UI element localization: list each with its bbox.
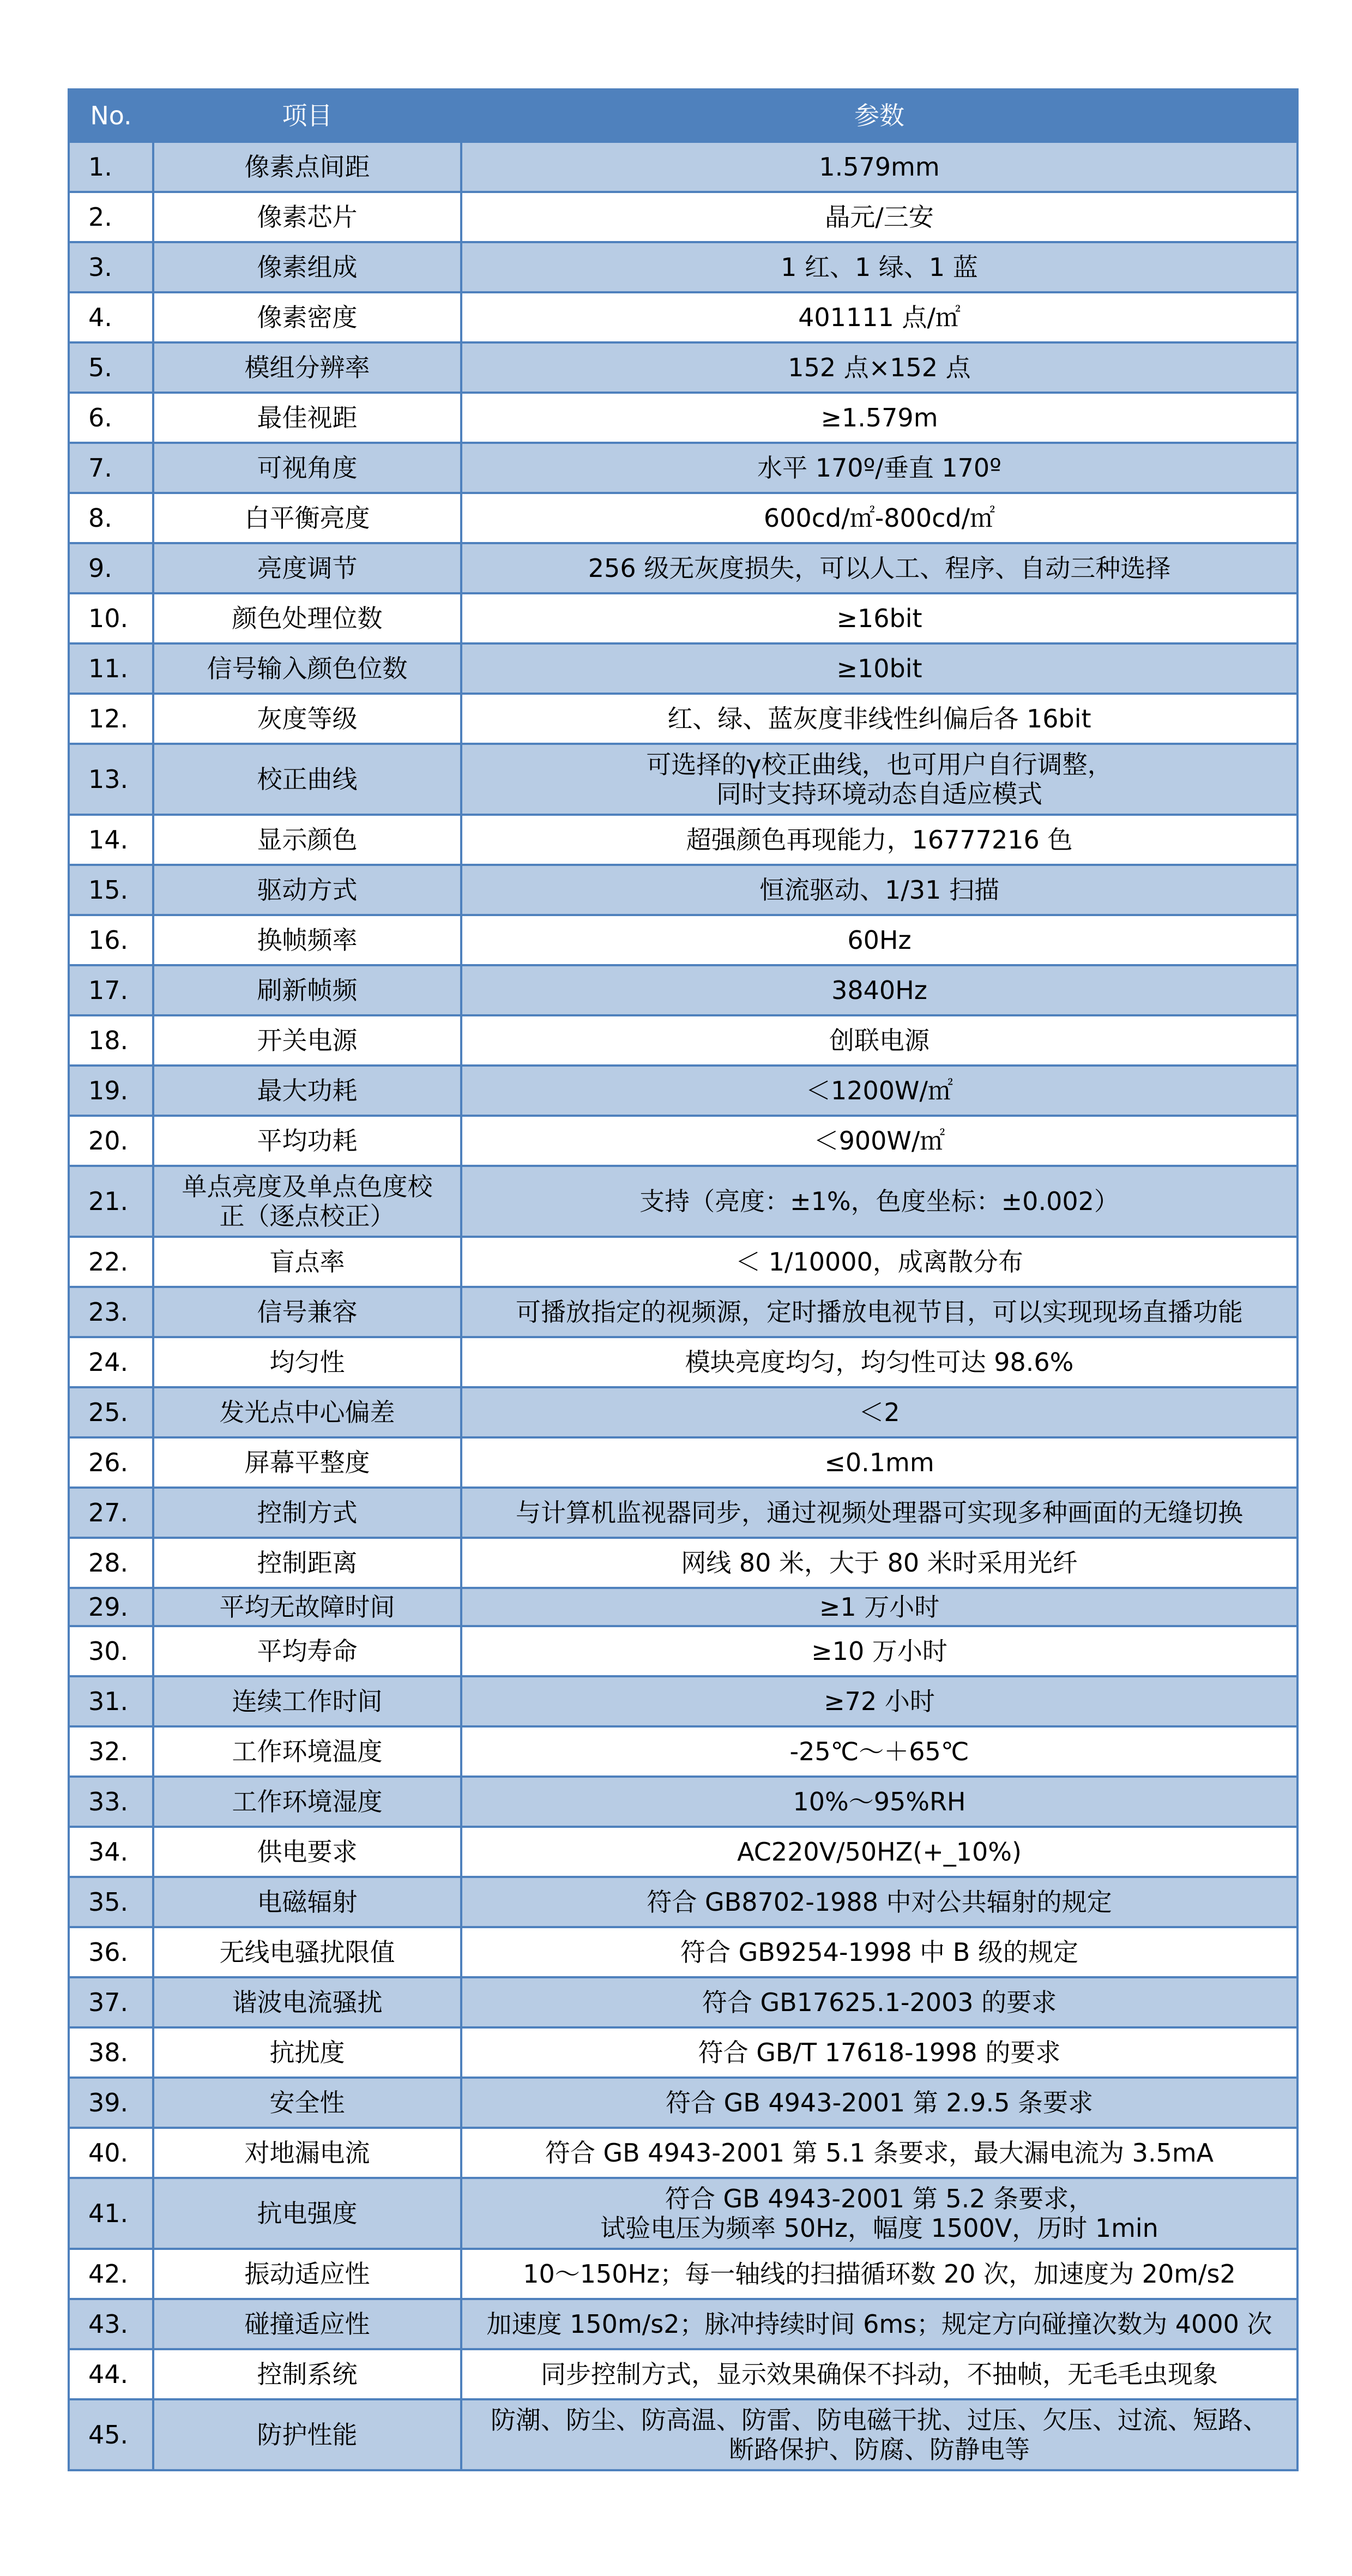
- row-item: 连续工作时间: [153, 1676, 461, 1726]
- row-number: 36.: [69, 1927, 153, 1977]
- header-item: 项目: [153, 89, 461, 142]
- row-number: 44.: [69, 2349, 153, 2399]
- row-number: 15.: [69, 865, 153, 915]
- table-row: [69, 865, 1297, 915]
- table-row: [69, 965, 1297, 1015]
- row-param: 符合 GB17625.1-2003 的要求: [461, 1977, 1297, 2027]
- row-param: 1 红、1 绿、1 蓝: [461, 242, 1297, 292]
- row-number: 33.: [69, 1777, 153, 1827]
- row-item: 信号兼容: [153, 1287, 461, 1337]
- table-row: [69, 915, 1297, 965]
- table-row: [69, 493, 1297, 543]
- table-row: [69, 1827, 1297, 1877]
- row-number: 16.: [69, 915, 153, 965]
- table-row: [69, 1877, 1297, 1927]
- row-number: 35.: [69, 1877, 153, 1927]
- row-param: 符合 GB 4943-2001 第 5.2 条要求， 试验电压为频率 50Hz，幅度 1500V，历时 1min: [461, 2178, 1297, 2249]
- row-param: ≥16bit: [461, 593, 1297, 643]
- row-item: 单点亮度及单点色度校 正（逐点校正）: [153, 1166, 461, 1237]
- row-param: 可选择的γ校正曲线，也可用户自行调整， 同时支持环境动态自适应模式: [461, 744, 1297, 815]
- table-row: [69, 1588, 1297, 1626]
- row-item: 抗扰度: [153, 2027, 461, 2078]
- row-item: 振动适应性: [153, 2249, 461, 2299]
- row-param: 可播放指定的视频源，定时播放电视节目，可以实现现场直播功能: [461, 1287, 1297, 1337]
- row-param: ≥10 万小时: [461, 1626, 1297, 1676]
- row-item: 像素点间距: [153, 142, 461, 192]
- row-param: -25℃～＋65℃: [461, 1726, 1297, 1777]
- table-row: [69, 142, 1297, 192]
- row-item: 抗电强度: [153, 2178, 461, 2249]
- row-number: 41.: [69, 2178, 153, 2249]
- row-param: 与计算机监视器同步，通过视频处理器可实现多种画面的无缝切换: [461, 1488, 1297, 1538]
- row-item: 最大功耗: [153, 1066, 461, 1116]
- row-number: 39.: [69, 2078, 153, 2128]
- row-number: 24.: [69, 1337, 153, 1387]
- row-item: 开关电源: [153, 1015, 461, 1066]
- row-number: 32.: [69, 1726, 153, 1777]
- row-item: 发光点中心偏差: [153, 1387, 461, 1437]
- table-row: [69, 2027, 1297, 2078]
- row-number: 23.: [69, 1287, 153, 1337]
- row-item: 控制系统: [153, 2349, 461, 2399]
- table-row: [69, 443, 1297, 493]
- table-row: [69, 1488, 1297, 1538]
- row-item: 安全性: [153, 2078, 461, 2128]
- row-param: 红、绿、蓝灰度非线性纠偏后各 16bit: [461, 694, 1297, 744]
- row-item: 平均寿命: [153, 1626, 461, 1676]
- row-item: 像素密度: [153, 292, 461, 342]
- table-row: [69, 1066, 1297, 1116]
- row-item: 电磁辐射: [153, 1877, 461, 1927]
- row-param: 恒流驱动、1/31 扫描: [461, 865, 1297, 915]
- table-row: [69, 242, 1297, 292]
- row-number: 40.: [69, 2128, 153, 2178]
- table-row: [69, 2078, 1297, 2128]
- row-param: 同步控制方式，显示效果确保不抖动，不抽帧，无毛毛虫现象: [461, 2349, 1297, 2399]
- table-row: [69, 2349, 1297, 2399]
- row-item: 显示颜色: [153, 815, 461, 865]
- table-row: [69, 2299, 1297, 2349]
- row-param: 符合 GB9254-1998 中 B 级的规定: [461, 1927, 1297, 1977]
- row-number: 43.: [69, 2299, 153, 2349]
- table-row: [69, 192, 1297, 242]
- row-number: 26.: [69, 1437, 153, 1488]
- row-number: 14.: [69, 815, 153, 865]
- row-param: 10～150Hz；每一轴线的扫描循环数 20 次，加速度为 20m/s2: [461, 2249, 1297, 2299]
- table-row: [69, 1927, 1297, 1977]
- row-param: 支持（亮度：±1%，色度坐标：±0.002）: [461, 1166, 1297, 1237]
- row-item: 可视角度: [153, 443, 461, 493]
- row-item: 屏幕平整度: [153, 1437, 461, 1488]
- row-item: 控制方式: [153, 1488, 461, 1538]
- row-number: 5.: [69, 342, 153, 393]
- row-item: 最佳视距: [153, 393, 461, 443]
- row-item: 驱动方式: [153, 865, 461, 915]
- table-row: [69, 2128, 1297, 2178]
- row-item: 工作环境温度: [153, 1726, 461, 1777]
- row-number: 7.: [69, 443, 153, 493]
- row-param: 3840Hz: [461, 965, 1297, 1015]
- row-number: 11.: [69, 643, 153, 694]
- table-row: [69, 393, 1297, 443]
- header-param: 参数: [461, 89, 1297, 142]
- row-item: 亮度调节: [153, 543, 461, 593]
- row-param: 符合 GB 4943-2001 第 5.1 条要求，最大漏电流为 3.5mA: [461, 2128, 1297, 2178]
- table-row: [69, 2178, 1297, 2249]
- row-item: 颜色处理位数: [153, 593, 461, 643]
- table-row: [69, 342, 1297, 393]
- table-row: [69, 1387, 1297, 1437]
- row-item: 无线电骚扰限值: [153, 1927, 461, 1977]
- row-item: 像素芯片: [153, 192, 461, 242]
- row-param: ＜2: [461, 1387, 1297, 1437]
- row-param: 超强颜色再现能力，16777216 色: [461, 815, 1297, 865]
- row-param: 600cd/㎡-800cd/㎡: [461, 493, 1297, 543]
- row-param: ≥10bit: [461, 643, 1297, 694]
- row-param: 防潮、防尘、防高温、防雷、防电磁干扰、过压、欠压、过流、短路、 断路保护、防腐、防静电等: [461, 2399, 1297, 2470]
- table-row: [69, 815, 1297, 865]
- row-number: 1.: [69, 142, 153, 192]
- row-number: 22.: [69, 1237, 153, 1287]
- table-row: [69, 643, 1297, 694]
- table-row: [69, 1676, 1297, 1726]
- row-number: 12.: [69, 694, 153, 744]
- table-row: [69, 543, 1297, 593]
- row-number: 17.: [69, 965, 153, 1015]
- table-body: [69, 142, 1297, 2470]
- row-number: 38.: [69, 2027, 153, 2078]
- row-item: 均匀性: [153, 1337, 461, 1387]
- row-item: 平均功耗: [153, 1116, 461, 1166]
- row-item: 盲点率: [153, 1237, 461, 1287]
- row-item: 供电要求: [153, 1827, 461, 1877]
- row-item: 白平衡亮度: [153, 493, 461, 543]
- row-item: 换帧频率: [153, 915, 461, 965]
- row-item: 对地漏电流: [153, 2128, 461, 2178]
- table-row: [69, 1337, 1297, 1387]
- row-param: ＜ 1/10000，成离散分布: [461, 1237, 1297, 1287]
- row-param: ≥72 小时: [461, 1676, 1297, 1726]
- row-number: 27.: [69, 1488, 153, 1538]
- row-item: 灰度等级: [153, 694, 461, 744]
- row-number: 20.: [69, 1116, 153, 1166]
- table-row: [69, 1726, 1297, 1777]
- row-param: ＜1200W/㎡: [461, 1066, 1297, 1116]
- table-row: [69, 744, 1297, 815]
- table-row: [69, 2249, 1297, 2299]
- row-number: 37.: [69, 1977, 153, 2027]
- row-item: 刷新帧频: [153, 965, 461, 1015]
- table-row: [69, 292, 1297, 342]
- row-number: 13.: [69, 744, 153, 815]
- row-item: 控制距离: [153, 1538, 461, 1588]
- row-number: 10.: [69, 593, 153, 643]
- row-param: ≥1 万小时: [461, 1588, 1297, 1626]
- row-item: 信号输入颜色位数: [153, 643, 461, 694]
- row-param: 模块亮度均匀，均匀性可达 98.6%: [461, 1337, 1297, 1387]
- row-number: 31.: [69, 1676, 153, 1726]
- table-row: [69, 1015, 1297, 1066]
- table-row: [69, 694, 1297, 744]
- row-item: 碰撞适应性: [153, 2299, 461, 2349]
- row-item: 防护性能: [153, 2399, 461, 2470]
- row-number: 19.: [69, 1066, 153, 1116]
- table-row: [69, 1116, 1297, 1166]
- row-number: 42.: [69, 2249, 153, 2299]
- row-number: 18.: [69, 1015, 153, 1066]
- row-param: 水平 170º/垂直 170º: [461, 443, 1297, 493]
- table-row: [69, 1166, 1297, 1237]
- table-row: [69, 2399, 1297, 2470]
- row-param: 创联电源: [461, 1015, 1297, 1066]
- row-param: 符合 GB8702-1988 中对公共辐射的规定: [461, 1877, 1297, 1927]
- row-number: 30.: [69, 1626, 153, 1676]
- row-param: 256 级无灰度损失，可以人工、程序、自动三种选择: [461, 543, 1297, 593]
- table-row: [69, 1237, 1297, 1287]
- row-number: 4.: [69, 292, 153, 342]
- table-row: [69, 1287, 1297, 1337]
- row-param: ＜900W/㎡: [461, 1116, 1297, 1166]
- row-param: ≥1.579m: [461, 393, 1297, 443]
- table-row: [69, 593, 1297, 643]
- row-item: 谐波电流骚扰: [153, 1977, 461, 2027]
- row-number: 34.: [69, 1827, 153, 1877]
- row-number: 21.: [69, 1166, 153, 1237]
- row-param: 1.579mm: [461, 142, 1297, 192]
- table-row: [69, 1538, 1297, 1588]
- row-param: ≤0.1mm: [461, 1437, 1297, 1488]
- row-param: 网线 80 米，大于 80 米时采用光纤: [461, 1538, 1297, 1588]
- row-item: 工作环境湿度: [153, 1777, 461, 1827]
- row-param: 152 点×152 点: [461, 342, 1297, 393]
- row-param: 401111 点/㎡: [461, 292, 1297, 342]
- row-number: 29.: [69, 1588, 153, 1626]
- row-item: 像素组成: [153, 242, 461, 292]
- row-number: 25.: [69, 1387, 153, 1437]
- table-row: [69, 1977, 1297, 2027]
- row-number: 2.: [69, 192, 153, 242]
- row-item: 校正曲线: [153, 744, 461, 815]
- row-param: AC220V/50HZ(+_10%): [461, 1827, 1297, 1877]
- row-number: 6.: [69, 393, 153, 443]
- table-row: [69, 1626, 1297, 1676]
- row-param: 晶元/三安: [461, 192, 1297, 242]
- row-param: 10%～95%RH: [461, 1777, 1297, 1827]
- spec-table: [68, 88, 1299, 2471]
- row-param: 加速度 150m/s2；脉冲持续时间 6ms；规定方向碰撞次数为 4000 次: [461, 2299, 1297, 2349]
- table-row: [69, 1777, 1297, 1827]
- row-item: 模组分辨率: [153, 342, 461, 393]
- row-param: 60Hz: [461, 915, 1297, 965]
- row-number: 28.: [69, 1538, 153, 1588]
- row-number: 9.: [69, 543, 153, 593]
- row-number: 45.: [69, 2399, 153, 2470]
- row-param: 符合 GB/T 17618-1998 的要求: [461, 2027, 1297, 2078]
- header-no: No.: [69, 89, 153, 142]
- row-number: 8.: [69, 493, 153, 543]
- row-item: 平均无故障时间: [153, 1588, 461, 1626]
- table-row: [69, 1437, 1297, 1488]
- row-number: 3.: [69, 242, 153, 292]
- table-header-row: [69, 89, 1297, 142]
- row-param: 符合 GB 4943-2001 第 2.9.5 条要求: [461, 2078, 1297, 2128]
